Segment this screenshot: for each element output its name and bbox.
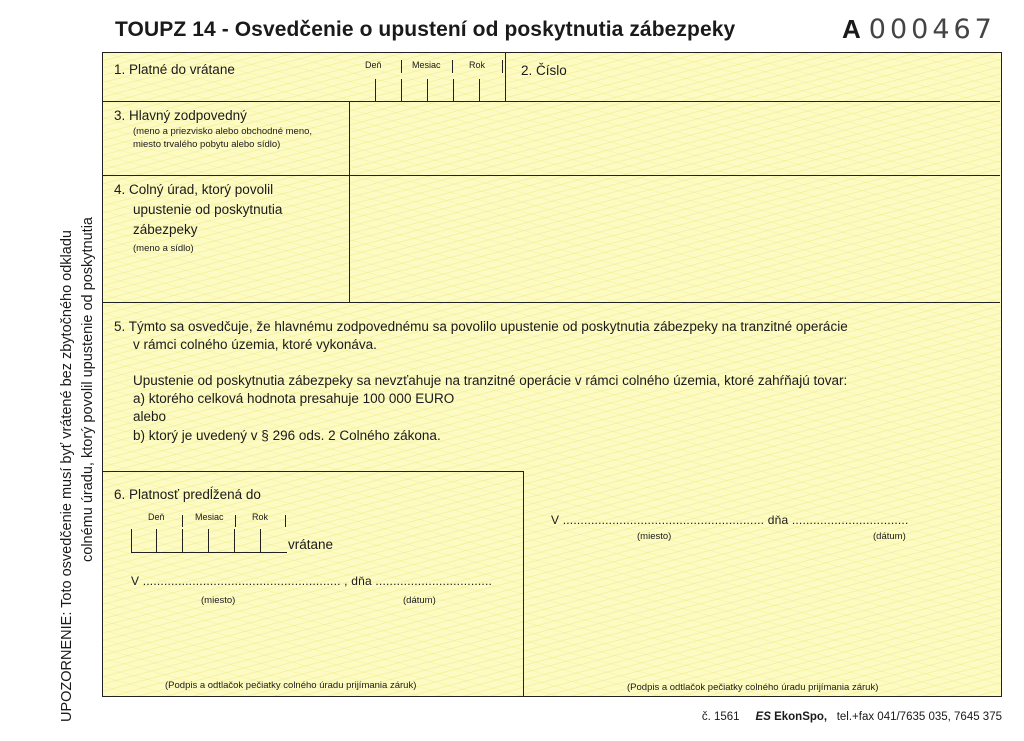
field3-input[interactable] <box>353 105 997 171</box>
row-divider-1 <box>103 101 1000 102</box>
row-divider-2 <box>103 175 1000 176</box>
field5-line-2: v rámci colného územia, ktoré vykonáva. <box>133 337 377 352</box>
field1-date-input[interactable] <box>375 77 503 101</box>
col-divider-field2 <box>505 53 506 101</box>
field2-label: 2. Číslo <box>521 63 567 78</box>
right-place-caption: (miesto) <box>637 531 672 542</box>
footer-publisher: EkonSpo, <box>774 711 828 723</box>
field6-year-label: Rok <box>252 512 269 522</box>
field6-signature-caption: (Podpis a odtlačok pečiatky colného úradu prijímania záruk) <box>165 680 417 691</box>
col-divider-bottom <box>523 471 524 696</box>
field5-line-5: alebo <box>133 409 167 424</box>
row-divider-3 <box>103 302 1000 303</box>
field6-place-date-line[interactable]: V ........................................................ , dňa ................................. <box>131 574 493 588</box>
serial-number <box>842 14 996 45</box>
right-signature-caption: (Podpis a odtlačok pečiatky colného úradu prijímania záruk) <box>627 682 879 693</box>
publisher-logo-icon: ES <box>755 711 771 723</box>
side-notice-line-2: colnému úradu, ktorý povolil upustenie od poskytnutia <box>80 217 96 562</box>
form-title: TOUPZ 14 - Osvedčenie o upustení od poskytnutia zábezpeky <box>115 18 736 41</box>
field2-number-input[interactable] <box>573 57 993 97</box>
field6-date-input[interactable] <box>131 529 287 553</box>
field5-line-1: 5. Týmto sa osvedčuje, že hlavnému zodpovednému sa povolilo upustenie od poskytnutia zábezpeky na tranzitné operácie <box>114 319 848 334</box>
side-notice-line-1: UPOZORNENIE: Toto osvedčenie musí byť vrátené bez zbytočného odkladu <box>59 230 75 722</box>
field4-label-line-2: upustenie od poskytnutia <box>133 202 283 217</box>
field6-place-caption: (miesto) <box>201 595 236 606</box>
certificate-form <box>102 52 1002 697</box>
field6-label: 6. Platnosť predĺžená do <box>114 487 261 502</box>
field6-month-label: Mesiac <box>195 512 224 522</box>
field3-note-1: (meno a priezvisko alebo obchodné meno, <box>133 126 313 137</box>
field6-day-label: Deň <box>148 512 165 522</box>
field4-note: (meno a sídlo) <box>133 243 194 254</box>
footer <box>702 711 1002 723</box>
field4-label-line-1: 4. Colný úrad, ktorý povolil <box>114 182 274 197</box>
field4-label-line-3: zábezpeky <box>133 222 198 237</box>
field3-label: 3. Hlavný zodpovedný <box>114 108 247 123</box>
field1-month-label: Mesiac <box>412 60 441 70</box>
footer-contact: tel.+fax 041/7635 035, 7645 375 <box>836 711 1002 723</box>
col-divider-labels <box>349 101 350 302</box>
field4-input[interactable] <box>353 179 997 298</box>
serial-prefix: A <box>842 14 861 44</box>
field5-line-3: Upustenie od poskytnutia zábezpeky sa nevzťahuje na tranzitné operácie v rámci colného územia, ktoré zahŕňajú tovar: <box>133 373 848 388</box>
footer-form-number: č. 1561 <box>701 711 740 723</box>
right-place-date-line[interactable]: V ......................................................... dňa ................................. <box>551 513 909 527</box>
field6-suffix: vrátane <box>288 537 334 552</box>
field5-line-4: a) ktorého celková hodnota presahuje 100 000 EURO <box>133 391 455 406</box>
field6-date-caption: (dátum) <box>403 595 436 606</box>
field1-label: 1. Platné do vrátane <box>114 62 235 77</box>
right-date-caption: (dátum) <box>873 531 906 542</box>
field1-day-label: Deň <box>365 60 382 70</box>
field1-year-label: Rok <box>469 60 486 70</box>
serial-digits: 000467 <box>868 14 996 45</box>
field5-line-6: b) ktorý je uvedený v § 296 ods. 2 Colného zákona. <box>133 428 441 443</box>
row-divider-4 <box>103 471 523 472</box>
field3-note-2: miesto trvalého pobytu alebo sídlo) <box>133 139 281 150</box>
